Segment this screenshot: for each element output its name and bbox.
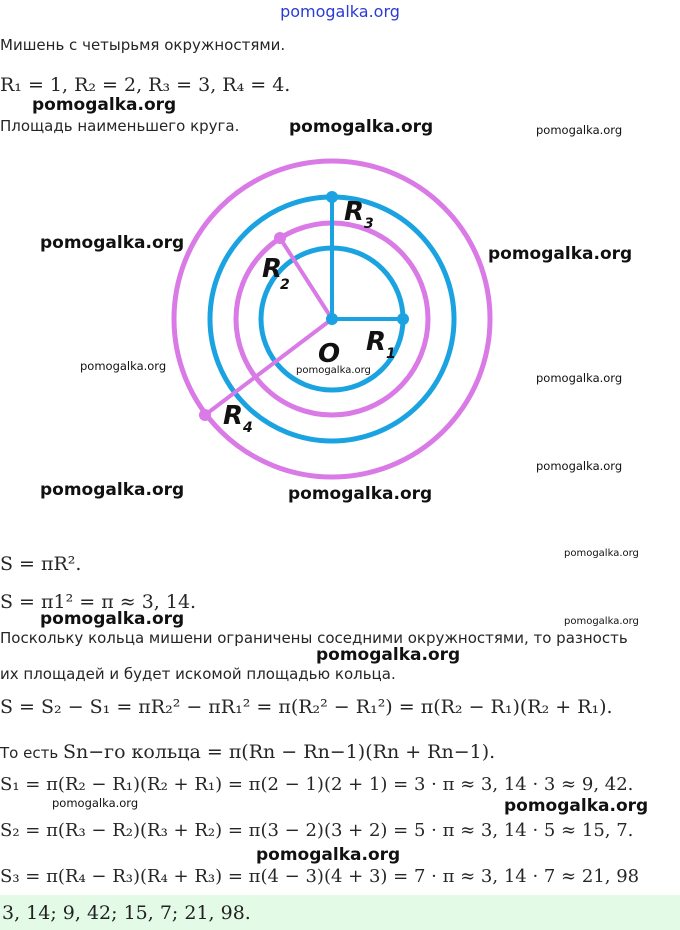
ring-2-area: S₂ = π(R₃ − R₂)(R₃ + R₂) = π(3 − 2)(3 + 2) = 5 · π ≈ 3, 14 · 5 ≈ 15, 7. [0, 820, 634, 841]
watermark: pomogalka.org [52, 796, 139, 810]
center-label: O [318, 339, 341, 369]
watermark: pomogalka.org [80, 359, 167, 373]
answer-text: 3, 14; 9, 42; 15, 7; 21, 98. [2, 902, 251, 924]
header-watermark: pomogalka.org [280, 2, 400, 21]
area-general-formula: S = πR². [0, 553, 82, 575]
watermark: pomogalka.org [536, 459, 623, 473]
watermark: pomogalka.org [40, 480, 185, 500]
watermark: pomogalka.org [289, 117, 434, 137]
watermark: pomogalka.org [40, 609, 185, 629]
r2-endpoint [274, 232, 286, 244]
r4-endpoint [199, 409, 211, 421]
ring-difference-formula: S = S₂ − S₁ = πR₂² − πR₁² = π(R₂² − R₁²) = π(R₂ − R₁)(R₂ + R₁). [0, 696, 613, 718]
explanation-line-1: Поскольку кольца мишени ограничены соседними окружностями, то разность [0, 629, 628, 647]
watermark: pomogalka.org [504, 796, 649, 816]
target-diagram [0, 150, 680, 530]
problem-title: Мишень с четырьмя окружностями. [0, 36, 286, 54]
r3-endpoint [326, 191, 338, 203]
watermark: pomogalka.org [488, 244, 633, 264]
r4-label: $R_4$ [223, 401, 253, 436]
watermark: pomogalka.org [316, 645, 461, 665]
r3-label: $R_3$ [344, 197, 374, 232]
watermark: pomogalka.org [564, 548, 639, 559]
r1-label: $R_1$ [366, 327, 396, 362]
given-radii: R₁ = 1, R₂ = 2, R₃ = 3, R₄ = 4. [0, 74, 291, 96]
watermark: pomogalka.org [536, 371, 623, 385]
ring-3-area: S₃ = π(R₄ − R₃)(R₄ + R₃) = π(4 − 3)(4 + 3) = 7 · π ≈ 3, 14 · 7 ≈ 21, 98 [0, 866, 640, 887]
explanation-line-2: их площадей и будет искомой площадью кольца. [0, 665, 396, 683]
diagram-center-watermark: pomogalka.org [296, 365, 371, 376]
r1-endpoint [397, 313, 409, 325]
smallest-area-label: Площадь наименьшего круга. [0, 117, 240, 135]
watermark: pomogalka.org [564, 616, 639, 627]
watermark: pomogalka.org [40, 233, 185, 253]
general-formula-text: Sn−го кольца = π(Rn − Rn−1)(Rn + Rn−1). [62, 741, 496, 763]
r2-label: R 2 [262, 254, 290, 293]
general-prefix: То есть [0, 744, 63, 762]
center-point [326, 313, 338, 325]
watermark: pomogalka.org [32, 95, 177, 115]
watermark: pomogalka.org [288, 484, 433, 504]
watermark: pomogalka.org [256, 845, 401, 865]
ring-1-area: S₁ = π(R₂ − R₁)(R₂ + R₁) = π(2 − 1)(2 + 1) = 3 · π ≈ 3, 14 · 3 ≈ 9, 42. [0, 774, 634, 795]
answer-box [0, 895, 680, 930]
area-smallest-formula: S = π1² = π ≈ 3, 14. [0, 591, 197, 613]
watermark: pomogalka.org [536, 123, 623, 137]
general-ring-formula [0, 741, 495, 763]
